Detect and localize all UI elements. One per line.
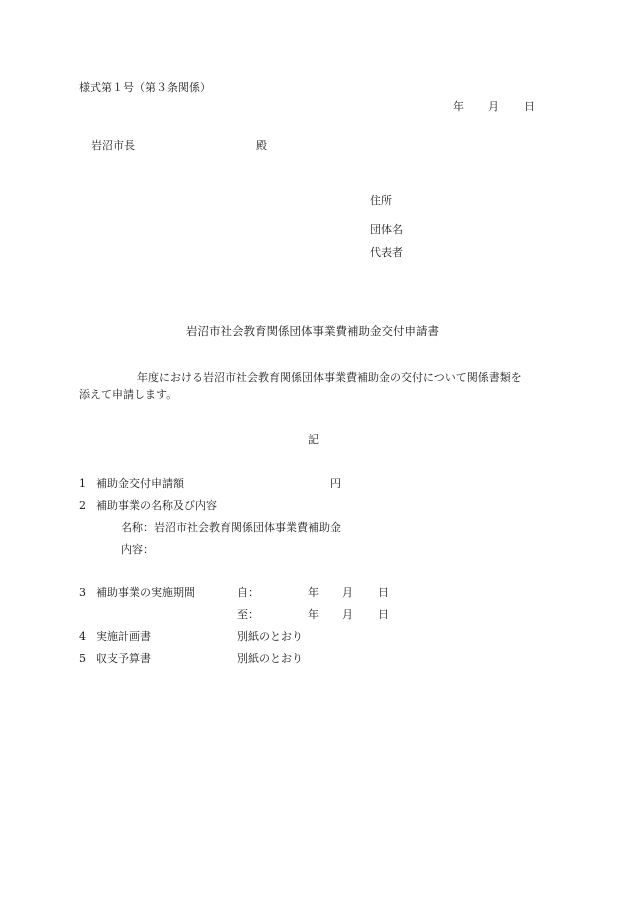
period-from-label: 自：	[237, 586, 259, 599]
date-year: 年	[453, 100, 464, 113]
date-month: 月	[488, 100, 499, 113]
period-to-day: 日	[378, 608, 389, 621]
item-2-number: 2	[79, 499, 86, 512]
period-to-month: 月	[342, 608, 353, 621]
ki-heading: 記	[308, 433, 319, 446]
item-5-label: 収支予算書	[96, 652, 151, 665]
applicant-address-label: 住所	[370, 194, 392, 207]
item-4-value: 別紙のとおり	[237, 630, 303, 643]
item-1-number: 1	[79, 477, 86, 490]
item-3-number: 3	[79, 586, 86, 599]
period-from-year: 年	[308, 586, 319, 599]
addressee-honorific: 殿	[256, 139, 267, 152]
body-line-1: 年度における岩沼市社会教育関係団体事業費補助金の交付について関係書類を	[137, 371, 522, 384]
item-5-value: 別紙のとおり	[237, 652, 303, 665]
item-5-number: 5	[79, 652, 86, 665]
item-1-label: 補助金交付申請額	[96, 477, 184, 490]
applicant-representative-label: 代表者	[370, 246, 403, 259]
date-day: 日	[524, 100, 535, 113]
item-1-unit: 円	[330, 477, 341, 490]
period-to-year: 年	[308, 608, 319, 621]
applicant-group-label: 団体名	[370, 223, 403, 236]
addressee-name: 岩沼市長	[91, 139, 135, 152]
form-number: 様式第１号（第３条関係）	[79, 81, 211, 94]
period-from-day: 日	[378, 586, 389, 599]
item-4-label: 実施計画書	[96, 630, 151, 643]
item-2-content-line: 内容：	[121, 543, 154, 556]
item-2-name-line: 名称：岩沼市社会教育関係団体事業費補助金	[121, 521, 341, 534]
body-line-2: 添えて申請します。	[79, 388, 178, 401]
item-3-label: 補助事業の実施期間	[96, 586, 195, 599]
item-2-label: 補助事業の名称及び内容	[96, 499, 217, 512]
period-to-label: 至：	[237, 608, 259, 621]
item-4-number: 4	[79, 630, 86, 643]
period-from-month: 月	[342, 586, 353, 599]
document-title: 岩沼市社会教育関係団体事業費補助金交付申請書	[186, 324, 439, 338]
